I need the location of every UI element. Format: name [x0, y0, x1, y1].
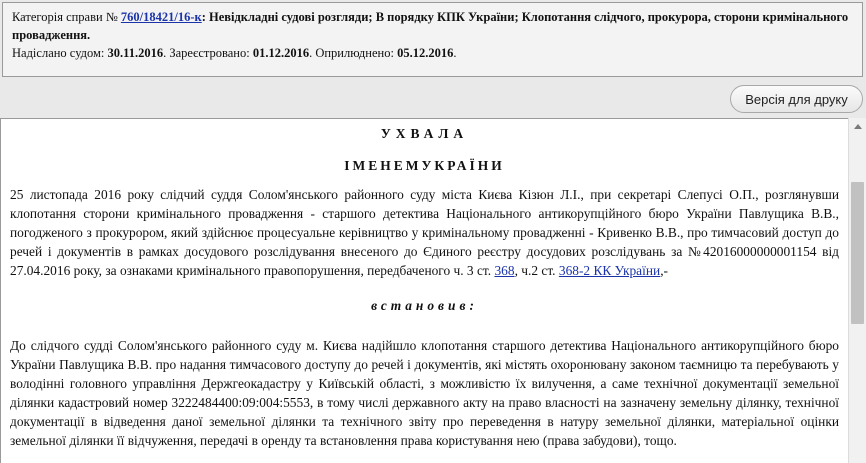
published-label: . Оприлюднено: — [309, 46, 398, 60]
document-scrollbar[interactable] — [848, 118, 866, 463]
intro-text: 25 листопада 2016 року слідчий суддя Солом'янського районного суду міста Києва Кізюн Л.І., при секретарі Слепусі О.П., розглянувши клопотання сторони кримінального провадження - старшого детектива Національного антикорупційного бюро України Павлущика В.В., погодженого з прокурором, який здійснює процесуальне керівництво у кримінальному провадженні - Кривенко В.В., про тимчасовий доступ до речей і документів в рамках досудового розслідування внесеного до Єдиного реєстру досудових розслідувань за №42016000000001154 від 27.04.2016 року, за ознаками кримінального правопорушення, передбаченого ч. 3 ст. — [10, 187, 839, 278]
established-heading: встановив: — [371, 298, 478, 313]
print-version-button[interactable]: Версія для друку — [730, 85, 863, 113]
case-number-link[interactable]: 760/18421/16-к — [120, 10, 202, 24]
case-category-line — [12, 8, 853, 44]
registered-label: . Зареєстровано: — [163, 46, 253, 60]
published-date: 05.12.2016 — [397, 46, 454, 60]
dates-end-dot: . — [453, 46, 457, 60]
document-viewer — [0, 118, 848, 463]
scrollbar-thumb[interactable] — [851, 182, 864, 324]
intro-mid-text: , ч.2 ст. — [514, 263, 559, 278]
toolbar — [0, 79, 866, 117]
scroll-up-arrow-icon[interactable] — [849, 118, 866, 135]
document-title: УХВАЛА — [380, 126, 469, 141]
intro-end-text: ,- — [660, 263, 668, 278]
findings-paragraph: До слідчого судді Солом'янського районного суду м. Києва надійшло клопотання старшого детектива Національного антикорупційного бюро України Павлущика В.В. про надання тимчасового доступу до речей і документів, які містять охоронювану законом таємницю та перебувають у володінні головного управління Держгеокадастру у Київській області, з можливістю їх вилучення, а саме технічної документації земельної ділянки кадастровий номер 3222484400:09:004:5553, в тому числі державного акту на право власності на зазначену земельну ділянку, технічної документації в відведення даної земельної ділянки та технічного звіту про переведення в натуру земельної ділянки, матеріальної оцінки земельної ділянки її відчуження, передачі в оренду та встановлення права користування нею (права забудови), тощо. — [10, 338, 839, 448]
article-368-2-link[interactable]: 368-2 КК України — [558, 263, 661, 278]
sent-date: 30.11.2016 — [107, 46, 164, 60]
registered-date: 01.12.2016 — [252, 46, 310, 60]
document-subtitle: ІМЕНЕМУКРАЇНИ — [344, 158, 505, 173]
case-dates-line — [12, 44, 853, 62]
category-text: : Невідкладні судові розгляди; В порядку КПК України; Клопотання слідчого, прокурора, сторони кримінального провадження. — [12, 10, 849, 42]
case-info-panel — [2, 2, 863, 77]
intro-paragraph — [10, 185, 839, 280]
article-368-link[interactable]: 368 — [494, 263, 515, 278]
category-label: Категорія справи № — [12, 10, 118, 24]
sent-label: Надіслано судом: — [12, 46, 108, 60]
